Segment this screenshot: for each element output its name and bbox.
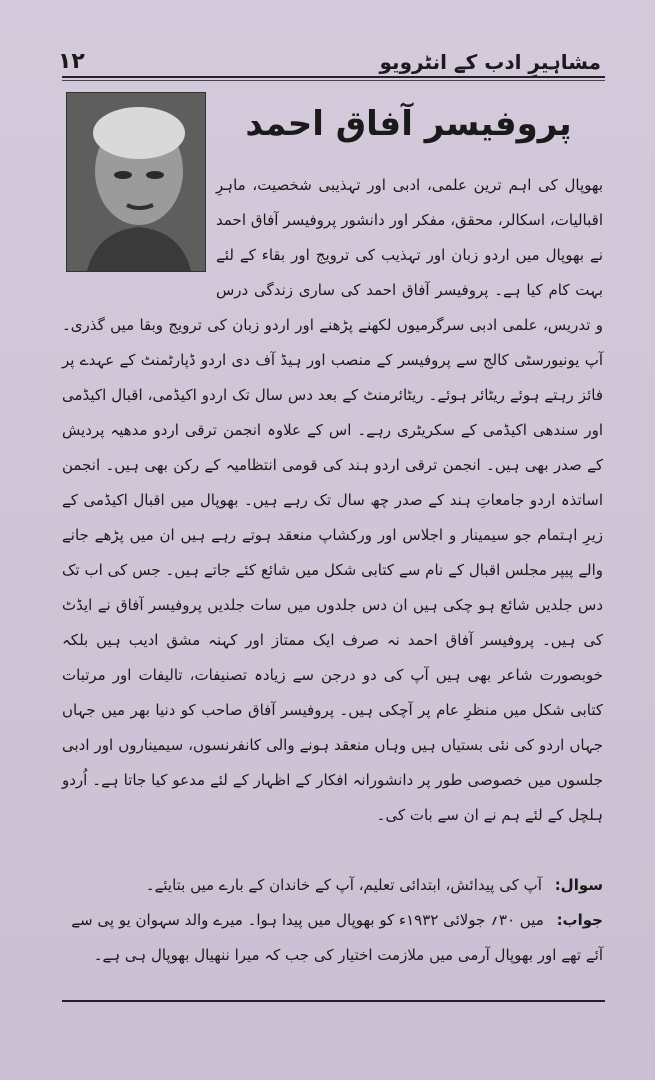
question-label: سوال: — [554, 876, 603, 894]
running-title: مشاہیرِ ادب کے انٹرویو — [379, 50, 601, 74]
question-line — [62, 868, 603, 903]
article-paragraph: بھوپال کی اہم ترین علمی، ادبی اور تہذیبی شخصیت، ماہرِ اقبالیات، اسکالر، محقق، مفکر اور دانشور پروفیسر آفاق احمد نے بھوپال میں اردو زبان اور تہذیب کی ترویج اور بقاء کے لئے بہت کام کیا ہے۔ پروفیسر آفاق احمد کی ساری زندگی درس و تدریس، علمی ادبی سرگرمیوں لکھنے پڑھنے اور اردو زبان کی ترویج وبقا میں گذری۔ آپ یونیورسٹی کالج سے پروفیسر کے منصب اور ہیڈ آف دی اردو ڈپارٹمنٹ کے عہدے پر فائز رہتے ہوئے ریٹائر ہوئے۔ ریٹائرمنٹ کے بعد دس سال تک اردو اکیڈمی، اقبال اکیڈمی اور سندھی اکیڈمی کے سکریٹری رہے۔ اس کے علاوہ انجمن ترقی اردو مدھیہ پردیش کے صدر بھی ہیں۔ انجمن ترقی اردو ہند کی قومی انتظامیہ کے رکن بھی ہیں۔ انجمن اساتذہ اردو جامعاتِ ہند کے صدر چھ سال تک رہے ہیں۔ بھوپال میں اقبال اکیڈمی کے زیرِ اہتمام جو سیمینار و اجلاس اور ورکشاپ منعقد ہوتے رہے ہیں ان میں پڑھے جانے والے پیپر مجلس اقبال کے نام سے کتابی شکل میں شائع کئے جاتے ہیں۔ جس کی اب تک دس جلدیں شائع ہو چکی ہیں ان دس جلدوں میں سات جلدیں پروفیسر آفاق نے ایڈٹ کی ہیں۔ پروفیسر آفاق احمد نہ صرف ایک ممتاز اور کہنہ مشق ادیب ہیں بلکہ خوبصورت شاعر بھی ہیں آپ کی دو درجن سے زیادہ تصنیفات، تالیفات اور مرتبات کتابی شکل میں منظرِ عام پر آچکی ہیں۔ پروفیسر آفاق صاحب کو دنیا بھر میں جہاں جہاں اردو کی نئی بستیاں ہیں وہاں منعقد ہونے والی کانفرنسوں، سیمیناروں اور ادبی جلسوں میں خصوصی طور پر دانشورانہ افکار کے اظہار کے لئے مدعو کیا جاتا ہے۔ اُردو ہلچل کے لئے ہم نے ان سے بات کی۔ — [62, 176, 603, 824]
interview-section — [62, 868, 603, 973]
answer-line — [62, 903, 603, 973]
article-body — [62, 168, 603, 833]
question-text: آپ کی پیدائش، ابتدائی تعلیم، آپ کے خاندان کے بارے میں بتایئے۔ — [145, 876, 542, 894]
footer-rule — [62, 1000, 605, 1002]
answer-text: میں ۳۰؍ جولائی ۱۹۳۲ء کو بھوپال میں پیدا ہوا۔ میرے والد سہوان یو پی سے آئے تھے اور بھوپال آرمی میں ملازمت اختیار کی جب کہ میرا ننھیال بھوپال ہی ہے۔ — [71, 911, 603, 964]
running-header — [58, 38, 601, 74]
answer-label: جواب: — [556, 911, 603, 929]
header-rule — [62, 76, 605, 78]
page-number: ۱۲ — [58, 49, 85, 74]
photo-wrap-space — [66, 168, 216, 308]
article-heading: پروفیسر آفاق احمد — [245, 104, 572, 144]
